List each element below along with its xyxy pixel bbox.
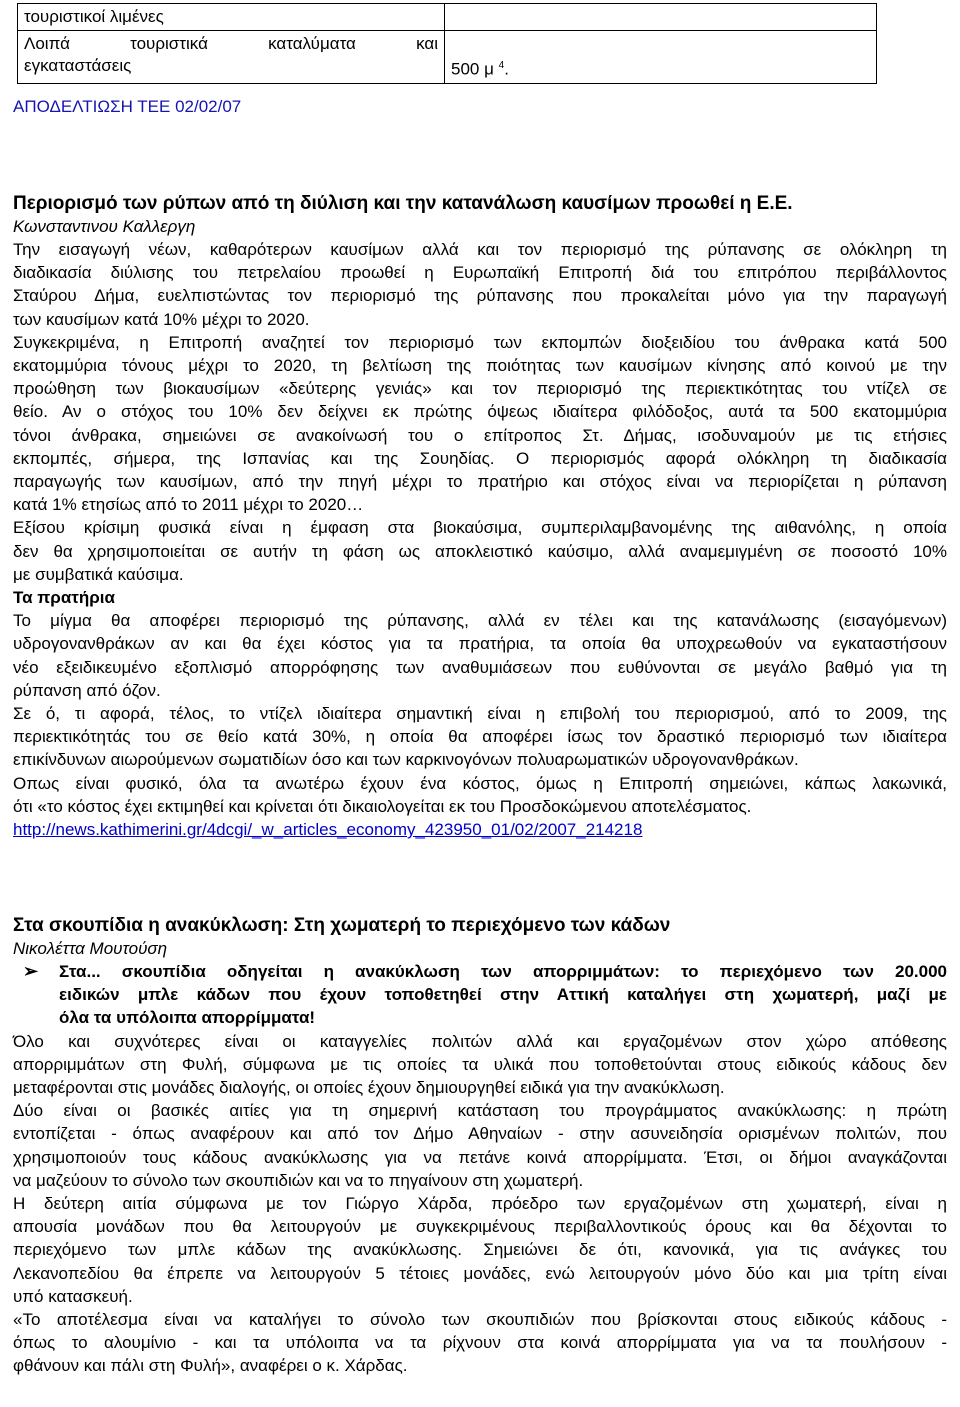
text-line: Δύο είναι οι βασικές αιτίες για τη σημερινή κατάσταση του προγράμματος ανακύκλωσης: η πρώτη — [13, 1101, 947, 1121]
text-line: κατά 1% ετησίως από το 2011 μέχρι το 2020… — [13, 495, 364, 515]
text-line: Η δεύτερη αιτία σύμφωνα με τον Γιώργο Χάρδα, πρόεδρο των εργαζομένων στη χωματερή, είναι η — [13, 1194, 947, 1214]
lead-bullet — [13, 960, 947, 1030]
paragraph — [13, 238, 947, 331]
text-line: Το μίγμα θα αποφέρει περιορισμό της ρύπανσης, αλλά εν τέλει και της κατανάλωσης (εισαγόμενων) — [13, 611, 947, 631]
paragraph — [13, 1192, 947, 1308]
table-cell — [445, 4, 877, 31]
article-2 — [13, 914, 947, 1378]
text-line: φθάνουν και πάλι στη Φυλή», αναφέρει ο κ. Χάρδας. — [13, 1356, 408, 1376]
text-line: Οπως είναι φυσικό, όλα τα ανωτέρω έχουν ένα κόστος, όμως η Επιτροπή σημειώνει, κάπως λακωνικά, — [13, 773, 947, 793]
table-cell — [445, 31, 877, 84]
text-line: ειδικών μπλε κάδων που έχουν τοποθετηθεί στην Αττική καταλήγει στη χωματερή, μαζί με — [59, 985, 947, 1005]
text-line: Την εισαγωγή νέων, καθαρότερων καυσίμων αλλά και τον περιορισμό της ρύπανσης σε ολόκληρη τη — [13, 240, 947, 259]
article-author: Νικολέττα Μουτούση — [13, 939, 168, 958]
paragraph — [13, 609, 947, 702]
paragraph — [13, 1099, 947, 1192]
text-line: χρησιμοποιούν τους κάδους ανακύκλωσης για να πετάνε κοινά απορρίμματα. Έτσι, οι δήμοι αναγκάζονται — [13, 1147, 947, 1167]
text-line: μεταφέρονται στις μονάδες διαλογής, οι οποίες έχουν δημιουργηθεί ειδικά για την ανακύκλωση. — [13, 1078, 725, 1098]
paragraph — [13, 1030, 947, 1100]
table-cell-text: τουριστικοί λιμένες — [24, 7, 164, 26]
article-1 — [13, 193, 947, 841]
text-line: θείο. Αν ο στόχος του 10% δεν δείχνει εκ πρώτης όψεως ιδιαίτερα φιλόδοξος, αυτά τα 500 εκατομμύρια — [13, 402, 947, 422]
text-line: υδρογονανθράκων αν και θα έχει κόστος για τα πρατήρια, τα οποία θα υποχρεωθούν να εγκαταστήσουν — [13, 634, 947, 654]
text-line: ρύπανση από όζον. — [13, 680, 161, 700]
paragraph — [13, 516, 947, 586]
table-row — [18, 4, 877, 31]
section-subheading: Τα πρατήρια — [13, 588, 115, 608]
text-line: ότι «το κόστος έχει εκτιμηθεί και κρίνεται ότι δικαιολογείται εκ του Προσδοκώμενου αποτελέσματος. — [13, 796, 752, 816]
table-cell — [18, 4, 445, 31]
article-title: Στα σκουπίδια η ανακύκλωση: Στη χωματερή το περιεχόμενο των κάδων — [13, 915, 671, 936]
bullet-text — [59, 960, 947, 1030]
text-line: δεν θα χρησιμοποιείται σε αυτήν τη φάση ως αποκλειστικό καύσιμο, αλλά αναμεμιγμένη σε ποσοστό 10% — [13, 541, 947, 561]
text-line: περιεχόμενο των μπλε κάδων της ανακύκλωσης. Σημειώνει δε ότι, κανονικά, για τις ανάγκες του — [13, 1240, 947, 1260]
source-heading: ΑΠΟΔΕΛΤΙΩΣΗ ΤΕΕ 02/02/07 — [13, 97, 242, 116]
text-line: Εξίσου κρίσιμη φυσικά είναι η έμφαση στα βιοκαύσιμα, συμπεριλαμβανομένης της αιθανόλης, η οποία — [13, 518, 947, 538]
text-line: διαδικασία διύλισης του πετρελαίου προωθεί η Ευρωπαϊκή Επιτροπή διά του επιτρόπου περιβάλλοντος — [13, 263, 947, 283]
text-line: να μαζεύουν το σύνολο των σκουπιδιών και να το πηγαίνουν στη χωματερή. — [13, 1170, 584, 1190]
text-line: Όλο και συχνότερες είναι οι καταγγελίες πολιτών αλλά και εργαζομένων στον χώρο απόθεσης — [13, 1031, 947, 1051]
text-line: Στα... σκουπίδια οδηγείται η ανακύκλωση των απορριμμάτων: το περιεχόμενο των 20.000 — [59, 962, 947, 981]
text-line: όπως το αλουμίνιο - και τα υπόλοιπα να τα ρίχνουν στα κοινά απορρίμματα για να τα πουλήσουν - — [13, 1333, 947, 1353]
text-line: των καυσίμων κατά 10% μέχρι το 2020. — [13, 309, 310, 329]
text-line: όλα τα υπόλοιπα απορρίμματα! — [59, 1008, 316, 1028]
text-line: παραγωγής των καυσίμων, από την πηγή μέχρι το πρατήριο και στόχος είναι να περιορίζεται η ρύπανση — [13, 472, 947, 492]
text-line: απορριμμάτων στη Φυλή, σύμφωνα με τις οποίες τα υλικά που τοποθετούνται στους ειδικούς κάδους δεν — [13, 1054, 947, 1074]
text-line: τόνοι άνθρακα, σημειώνει σε ανακοίνωσή του ο επίτροπος Στ. Δήμας, ισοδυναμούν με τις ετήσιες — [13, 425, 947, 445]
text-line: εντοπίζεται - όπως αναφέρουν και από τον Δήμο Αθηναίων - στην ασυνειδησία ορισμένων πολιτών, που — [13, 1124, 947, 1144]
text-line: περιεκτικότητάς του σε θείο κατά 30%, η οποία θα αποφέρει ίσως τον δραστικό περιορισμό των ιδιαίτερα — [13, 727, 947, 747]
text-line: προώθηση των βιοκαυσίμων «δεύτερης γενιάς» και τον περιορισμό της περιεκτικότητας του ντίζελ σε — [13, 379, 947, 399]
text-line: υπό κατασκευή. — [13, 1286, 133, 1306]
text-line: «Το αποτέλεσμα είναι να καταλήγει το σύνολο των σκουπιδιών που βρίσκονται στους ειδικούς κάδους - — [13, 1310, 947, 1330]
text-line: Σταύρου Δήμα, ευελπιστώντας τον περιορισμό της ρύπανσης που προκαλείται μόνο για την παραγωγή — [13, 286, 947, 306]
table-row — [18, 31, 877, 84]
text-line: Λεκανοπεδίου θα έπρεπε να λειτουργούν 5 τέτοιες μονάδες, ενώ λειτουργούν μόνο δύο και μια τρίτη είναι — [13, 1263, 947, 1283]
text-line: εκπομπές, σήμερα, της Ισπανίας και της Σουηδίας. Ο περιορισμός αφορά ολόκληρη τη διαδικασία — [13, 448, 947, 468]
paragraph — [13, 331, 947, 517]
paragraph — [13, 772, 947, 818]
table-cell-text: εγκαταστάσεις — [24, 56, 132, 75]
arrow-bullet-icon: ➢ — [23, 961, 39, 981]
text-line: εκατομμύρια τόνους μέχρι το 2020, τη βελτίωση της ποιότητας των καυσίμων κίνησης από κοινού με την — [13, 356, 947, 376]
article-title: Περιορισμό των ρύπων από τη διύλιση και την κατανάλωση καυσίμων προωθεί η Ε.Ε. — [13, 193, 793, 214]
text-line: νέο εξειδικευμένο εξοπλισμό απορρόφησης των αναθυμιάσεων που ευθύνονται σε μεγάλο βαθμό για τη — [13, 657, 947, 677]
text-line: απουσία μονάδων που θα λειτουργούν με συγκεκριμένους περιβαλλοντικούς όρους και θα δέχονται το — [13, 1217, 947, 1237]
footnote-ref: 4 — [498, 60, 505, 71]
table-cell-text: 500 μ — [451, 59, 494, 79]
table-cell-text: . — [504, 59, 509, 79]
table-cell — [18, 31, 445, 84]
paragraph — [13, 702, 947, 772]
text-line: Συγκεκριμένα, η Επιτροπή αναζητεί τον περιορισμό των εκπομπών διοξειδίου του άνθρακα κατά 500 — [13, 332, 947, 352]
paragraph — [13, 1308, 947, 1378]
article-link[interactable]: http://news.kathimerini.gr/4dcgi/_w_articles_economy_423950_01/02/2007_214218 — [13, 820, 643, 840]
article-author: Κωνσταντινου Καλλεργη — [13, 217, 196, 236]
text-line: επικίνδυνων αιωρούμενων σωματιδίων όσο και των καρκινογόνων πολυαρωματικών υδρογονανθράκων. — [13, 750, 799, 770]
text-line: Σε ό, τι αφορά, τέλος, το ντίζελ ιδιαίτερα σημαντική είναι η επιβολή του περιορισμού, από το 2009, της — [13, 704, 947, 724]
text-line: με συμβατικά καύσιμα. — [13, 564, 184, 584]
table-cell-text: Λοιπά τουριστικά καταλύματα και — [24, 34, 438, 53]
land-use-table — [17, 3, 877, 84]
